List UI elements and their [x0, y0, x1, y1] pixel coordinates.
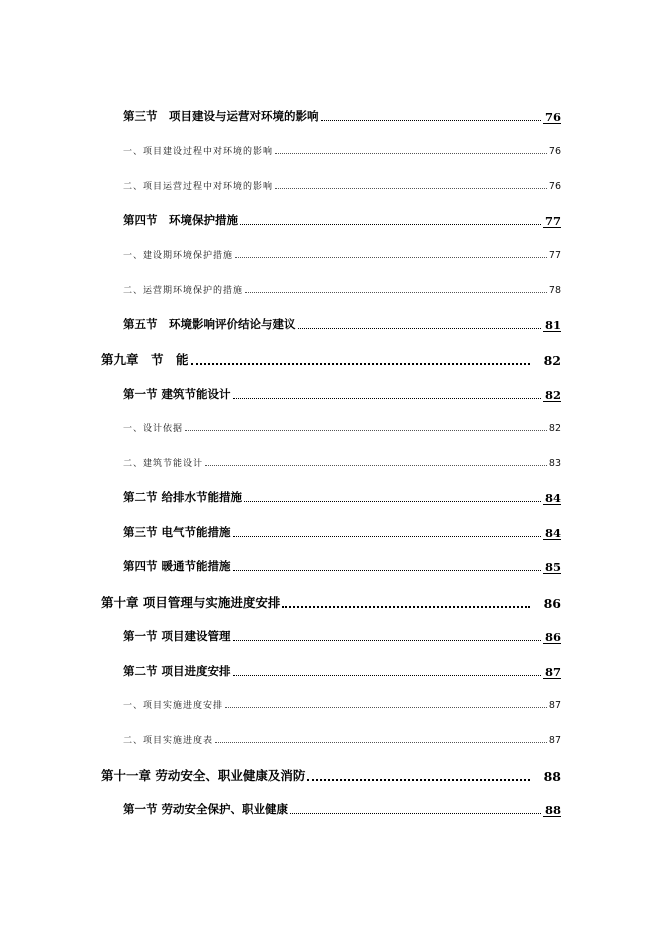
toc-entry-chapter[interactable] [101, 593, 561, 611]
dot-leader [290, 813, 541, 814]
toc-entry-item[interactable] [123, 456, 561, 469]
toc-entry-title: 二、项目实施进度表 [123, 736, 214, 746]
dot-leader [282, 606, 529, 608]
dot-leader [233, 570, 541, 571]
toc-page-number: 82 [548, 423, 561, 434]
toc-entry-item[interactable] [123, 421, 561, 434]
dot-leader [240, 224, 541, 225]
toc-entry-title: 二、项目运营过程中对环境的影响 [123, 182, 274, 192]
toc-page-number: 76 [544, 109, 561, 124]
toc-page-number: 77 [544, 213, 561, 228]
toc-entry-title: 第十一章 劳动安全、职业健康及消防 [101, 768, 306, 783]
dot-leader [245, 292, 547, 293]
dot-leader [275, 153, 547, 154]
dot-leader [215, 742, 547, 743]
toc-page-number: 85 [544, 559, 561, 574]
toc-entry-title: 第四节 暖通节能措施 [123, 559, 231, 573]
toc-entry-title: 第五节 环境影响评价结论与建议 [123, 317, 296, 331]
toc-page-number: 78 [548, 285, 561, 296]
toc-page-number: 87 [544, 664, 561, 679]
dot-leader [233, 675, 541, 676]
toc-page-number: 84 [544, 490, 561, 505]
toc-entry-title: 一、设计依据 [123, 424, 184, 434]
toc-entry-title: 第一节 项目建设管理 [123, 629, 231, 643]
dot-leader [321, 120, 541, 121]
toc-page-number: 82 [543, 353, 561, 368]
toc-page-number: 88 [544, 802, 561, 817]
dot-leader [244, 501, 541, 502]
toc-entry-title: 第一节 建筑节能设计 [123, 387, 231, 401]
toc-page-number: 76 [548, 181, 561, 192]
dot-leader [275, 188, 547, 189]
dot-leader [307, 779, 529, 781]
toc-entry-item[interactable] [123, 248, 561, 261]
toc-entry-section[interactable] [123, 628, 561, 644]
toc-entry-chapter[interactable] [101, 350, 561, 368]
toc-page-number: 76 [548, 146, 561, 157]
toc-page-number: 87 [548, 735, 561, 746]
toc-entry-section[interactable] [123, 108, 561, 124]
toc-page-number: 88 [543, 769, 561, 784]
toc-entry-section[interactable] [123, 489, 561, 505]
toc-entry-title: 二、运营期环境保护的措施 [123, 286, 244, 296]
toc-entry-item[interactable] [123, 283, 561, 296]
toc-entry-section[interactable] [123, 663, 561, 679]
toc-page-number: 82 [544, 387, 561, 402]
toc-entry-title: 第九章 节 能 [101, 352, 189, 367]
toc-page-number: 86 [543, 596, 561, 611]
dot-leader [191, 363, 530, 365]
toc-entry-title: 第四节 环境保护措施 [123, 213, 238, 227]
toc-entry-title: 第三节 项目建设与运营对环境的影响 [123, 109, 319, 123]
toc-entry-title: 一、建设期环境保护措施 [123, 251, 234, 261]
toc-entry-item[interactable] [123, 733, 561, 746]
toc-entry-section[interactable] [123, 316, 561, 332]
toc-entry-section[interactable] [123, 801, 561, 817]
toc-entry-section[interactable] [123, 558, 561, 574]
toc-entry-section[interactable] [123, 524, 561, 540]
dot-leader [205, 465, 547, 466]
dot-leader [233, 536, 541, 537]
dot-leader [233, 640, 541, 641]
toc-entry-item[interactable] [123, 179, 561, 192]
toc-entry-section[interactable] [123, 386, 561, 402]
toc-entry-title: 第二节 给排水节能措施 [123, 490, 243, 504]
dot-leader [225, 707, 547, 708]
dot-leader [185, 430, 547, 431]
toc-entry-title: 二、建筑节能设计 [123, 459, 204, 469]
toc-page-number: 87 [548, 700, 561, 711]
toc-entry-chapter[interactable] [101, 766, 561, 784]
toc-entry-title: 第三节 电气节能措施 [123, 525, 231, 539]
toc-page-number: 77 [548, 250, 561, 261]
toc-page-number: 81 [544, 317, 561, 332]
toc-entry-item[interactable] [123, 144, 561, 157]
toc-entry-title: 第十章 项目管理与实施进度安排 [101, 595, 281, 610]
toc-entry-title: 第二节 项目进度安排 [123, 664, 231, 678]
toc-entry-section[interactable] [123, 212, 561, 228]
dot-leader [298, 328, 541, 329]
toc-page-number: 84 [544, 525, 561, 540]
toc-entry-title: 第一节 劳动安全保护、职业健康 [123, 802, 289, 816]
toc-entry-title: 一、项目建设过程中对环境的影响 [123, 147, 274, 157]
toc-entry-item[interactable] [123, 698, 561, 711]
toc-page-number: 86 [544, 629, 561, 644]
toc-entry-title: 一、项目实施进度安排 [123, 701, 224, 711]
toc-page-number: 83 [548, 458, 561, 469]
dot-leader [233, 398, 541, 399]
dot-leader [235, 257, 547, 258]
